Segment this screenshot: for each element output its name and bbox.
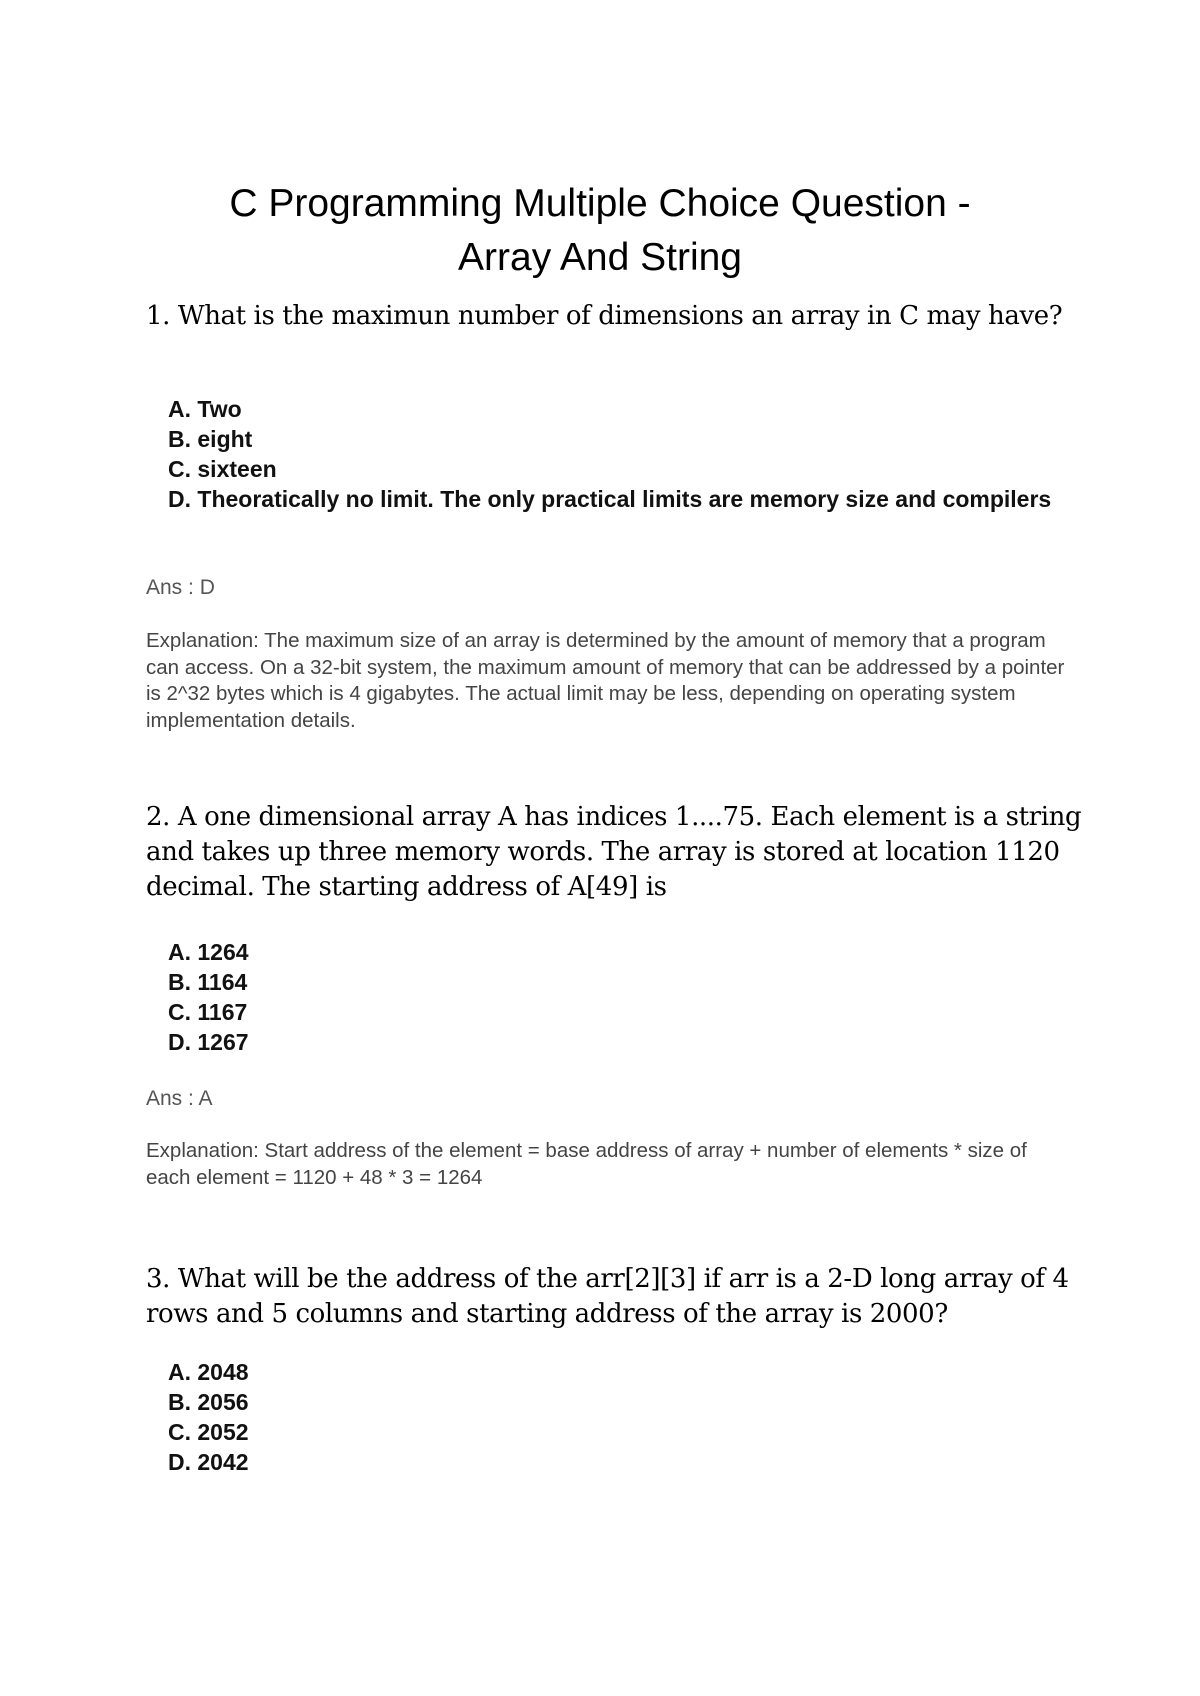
option-item: D. Theoratically no limit. The only practical limits are memory size and compilers <box>168 486 1052 512</box>
question-2-options <box>168 937 1068 1057</box>
question-1-answer: Ans : D <box>146 576 215 599</box>
option-item: A. 2048 <box>168 1359 249 1385</box>
option-item: C. 2052 <box>168 1419 249 1445</box>
question-2-explanation: Explanation: Start address of the element = base address of array + number of elements * size of each element = 1120 + 48 * 3 = 1264 <box>146 1139 1027 1189</box>
document-title-line-2: Array And String <box>458 236 742 279</box>
question-1-options <box>168 394 1068 514</box>
document-title-line-1: C Programming Multiple Choice Question - <box>229 182 971 225</box>
option-item: B. 1164 <box>168 969 248 995</box>
option-item: D. 2042 <box>168 1449 249 1475</box>
option-item: A. Two <box>168 396 242 422</box>
option-item: C. 1167 <box>168 999 248 1025</box>
option-item: B. eight <box>168 426 253 452</box>
question-2-answer: Ans : A <box>146 1087 213 1110</box>
question-3-text: 3. What will be the address of the arr[2][3] if arr is a 2-D long array of 4 rows and 5 columns and starting address of the array is 2000? <box>146 1264 1069 1329</box>
option-item: B. 2056 <box>168 1389 249 1415</box>
question-3-options <box>168 1357 1068 1477</box>
question-1-explanation: Explanation: The maximum size of an array is determined by the amount of memory that a program can access. On a 32-bit system, the maximum amount of memory that can be addressed by a pointer is 2^32 bytes which is 4 gigabytes. The actual limit may be less, depending on operating system implementation details. <box>146 629 1065 732</box>
question-2-text: 2. A one dimensional array A has indices 1....75. Each element is a string and takes up three memory words. The array is stored at location 1120 decimal. The starting address of A[49] is <box>146 802 1082 902</box>
option-item: D. 1267 <box>168 1029 249 1055</box>
question-1-text: 1. What is the maximun number of dimensions an array in C may have? <box>146 301 1063 331</box>
option-item: A. 1264 <box>168 939 249 965</box>
option-item: C. sixteen <box>168 456 277 482</box>
